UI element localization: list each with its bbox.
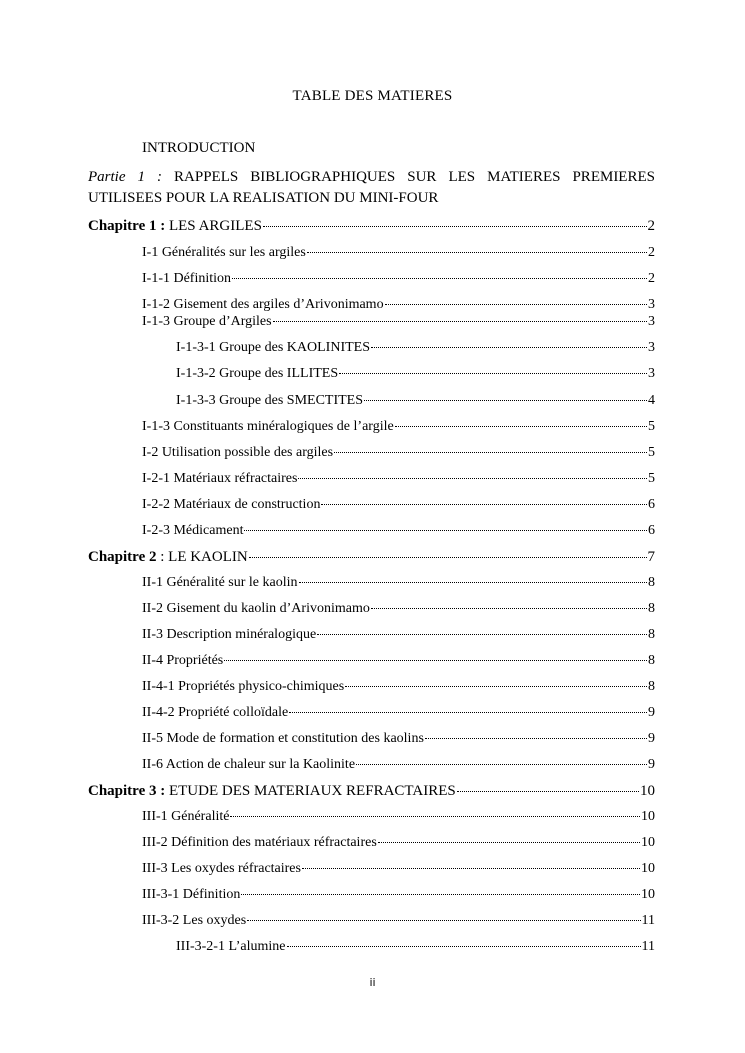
toc-entry bbox=[142, 245, 655, 263]
page-number: 6 bbox=[648, 497, 655, 512]
toc-entry-label: II-3 Description minéralogique bbox=[142, 627, 317, 642]
dot-leader bbox=[249, 556, 647, 558]
toc-entry bbox=[142, 271, 655, 289]
toc-entry-label: I-2-3 Médicament bbox=[142, 523, 244, 538]
toc-entry-label: I-2-1 Matériaux réfractaires bbox=[142, 471, 298, 486]
page-number: 3 bbox=[648, 297, 655, 312]
toc-entry bbox=[176, 340, 655, 358]
page-number: 4 bbox=[648, 393, 655, 408]
chapter-prefix: Chapitre 1 : bbox=[88, 218, 166, 234]
toc-entry-label: I-1-3 Groupe d’Argiles bbox=[142, 314, 272, 329]
toc-entry-label: I-2-2 Matériaux de construction bbox=[142, 497, 321, 512]
toc-entry bbox=[142, 601, 655, 619]
dot-leader bbox=[302, 867, 640, 869]
dot-leader bbox=[230, 815, 640, 817]
page-number: 8 bbox=[648, 575, 655, 590]
toc-entry-label: II-5 Mode de formation et constitution des kaolins bbox=[142, 731, 424, 746]
toc-entry bbox=[142, 523, 655, 541]
chapter-title: LES ARGILES bbox=[165, 218, 262, 234]
dot-leader bbox=[371, 607, 647, 609]
toc-entry bbox=[142, 731, 655, 749]
toc-entry bbox=[142, 653, 655, 671]
toc-entry-label: I-2 Utilisation possible des argiles bbox=[142, 445, 334, 460]
dot-leader bbox=[345, 685, 647, 687]
dot-leader bbox=[287, 945, 641, 947]
toc-entry bbox=[142, 575, 655, 593]
page-number: 8 bbox=[648, 679, 655, 694]
page-number: 11 bbox=[641, 939, 655, 954]
dot-leader bbox=[232, 277, 647, 279]
toc-entry bbox=[142, 705, 655, 723]
toc-entry-label: III-3-2 Les oxydes bbox=[142, 913, 247, 928]
toc-entry-label: III-2 Définition des matériaux réfractaires bbox=[142, 835, 377, 850]
partie-title-line2: UTILISEES POUR LA REALISATION DU MINI-FOUR bbox=[88, 190, 439, 206]
page-footer-number: ii bbox=[369, 976, 376, 989]
dot-leader bbox=[364, 399, 647, 401]
toc-entry-label: II-1 Généralité sur le kaolin bbox=[142, 575, 298, 590]
toc-entry bbox=[142, 445, 655, 463]
dot-leader bbox=[298, 477, 647, 479]
dot-leader bbox=[395, 425, 647, 427]
toc-entry-label: I-1-3-2 Groupe des ILLITES bbox=[176, 366, 339, 381]
page-number: 2 bbox=[648, 245, 655, 260]
toc-entry-chapitre-3 bbox=[88, 783, 655, 801]
toc-entry-label: I-1-3-3 Groupe des SMECTITES bbox=[176, 393, 364, 408]
toc-entry bbox=[142, 497, 655, 515]
toc-entry-label: I-1 Généralités sur les argiles bbox=[142, 245, 306, 260]
toc-entry-label: III-3-2-1 L’alumine bbox=[176, 939, 286, 954]
toc-entry-label bbox=[88, 549, 248, 566]
toc-entry-label: II-4-1 Propriétés physico-chimiques bbox=[142, 679, 345, 694]
toc-entry bbox=[142, 314, 655, 332]
dot-leader bbox=[321, 503, 647, 505]
chapter-title: : LE KAOLIN bbox=[156, 549, 248, 565]
dot-leader bbox=[317, 633, 647, 635]
toc-entry-label bbox=[88, 218, 262, 235]
chapter-prefix: Chapitre 2 bbox=[88, 549, 157, 565]
toc-entry-chapitre-2 bbox=[88, 549, 655, 567]
page-number: 7 bbox=[647, 549, 655, 565]
partie-title-line1: RAPPELS BIBLIOGRAPHIQUES SUR LES MATIERES PREMIERES bbox=[174, 169, 655, 185]
page-number: 6 bbox=[648, 523, 655, 538]
toc-entry-label: I-1-3-1 Groupe des KAOLINITES bbox=[176, 340, 371, 355]
page-number: 2 bbox=[647, 218, 655, 234]
page-number: 5 bbox=[648, 471, 655, 486]
page-number: 2 bbox=[648, 271, 655, 286]
toc-entry bbox=[176, 393, 655, 411]
dot-leader bbox=[356, 763, 647, 765]
dot-leader bbox=[334, 451, 647, 453]
toc-entry bbox=[142, 757, 655, 775]
toc-entry-label: I-1-3 Constituants minéralogiques de l’argile bbox=[142, 419, 394, 434]
dot-leader bbox=[339, 372, 647, 374]
dot-leader bbox=[371, 346, 647, 348]
dot-leader bbox=[224, 659, 647, 661]
dot-leader bbox=[385, 303, 647, 305]
dot-leader bbox=[247, 919, 640, 921]
toc-entry-label: II-2 Gisement du kaolin d’Arivonimamo bbox=[142, 601, 370, 616]
chapter-prefix: Chapitre 3 : bbox=[88, 783, 166, 799]
page-number: 9 bbox=[648, 705, 655, 720]
toc-entry bbox=[142, 679, 655, 697]
toc-entry bbox=[142, 297, 655, 315]
dot-leader bbox=[244, 529, 647, 531]
dot-leader bbox=[241, 893, 640, 895]
page-number: 8 bbox=[648, 653, 655, 668]
page-number: 3 bbox=[648, 340, 655, 355]
toc-entry bbox=[142, 861, 655, 879]
toc-introduction: INTRODUCTION bbox=[142, 140, 256, 156]
page-number: 3 bbox=[648, 366, 655, 381]
dot-leader bbox=[378, 841, 640, 843]
page-number: 10 bbox=[641, 887, 655, 902]
page-number: 10 bbox=[641, 861, 655, 876]
toc-entry bbox=[176, 939, 655, 957]
page-number: 5 bbox=[648, 419, 655, 434]
page-number: 9 bbox=[648, 757, 655, 772]
page-number: 11 bbox=[641, 913, 655, 928]
dot-leader bbox=[307, 251, 647, 253]
partie-label: Partie 1 : bbox=[88, 169, 163, 185]
dot-leader bbox=[273, 320, 647, 322]
toc-entry-label: III-3 Les oxydes réfractaires bbox=[142, 861, 301, 876]
page-number: 10 bbox=[641, 835, 655, 850]
toc-entry bbox=[142, 471, 655, 489]
toc-entry-label: III-1 Généralité bbox=[142, 809, 230, 824]
page-number: 9 bbox=[648, 731, 655, 746]
toc-entry-label: I-1-2 Gisement des argiles d’Arivonimamo bbox=[142, 297, 384, 312]
toc-entry-label: II-4-2 Propriété colloïdale bbox=[142, 705, 289, 720]
toc-entry bbox=[142, 627, 655, 645]
chapter-title: ETUDE DES MATERIAUX REFRACTAIRES bbox=[165, 783, 456, 799]
dot-leader bbox=[425, 737, 647, 739]
page-number: 3 bbox=[648, 314, 655, 329]
toc-entry-label bbox=[88, 783, 456, 800]
toc-entry bbox=[142, 887, 655, 905]
page-number: 10 bbox=[641, 809, 655, 824]
toc-entry bbox=[142, 809, 655, 827]
dot-leader bbox=[299, 581, 648, 583]
page-number: 10 bbox=[640, 783, 655, 799]
toc-entry bbox=[142, 835, 655, 853]
dot-leader bbox=[289, 711, 647, 713]
page-number: 5 bbox=[648, 445, 655, 460]
toc-entry-label: II-4 Propriétés bbox=[142, 653, 224, 668]
toc-entry-label: I-1-1 Définition bbox=[142, 271, 232, 286]
partie-heading bbox=[88, 165, 655, 190]
toc-entry-label: III-3-1 Définition bbox=[142, 887, 241, 902]
dot-leader bbox=[457, 790, 639, 792]
toc-entry bbox=[176, 366, 655, 384]
toc-entry bbox=[142, 419, 655, 437]
page-number: 8 bbox=[648, 601, 655, 616]
toc-entry-chapitre-1 bbox=[88, 218, 655, 236]
toc-entry-label: II-6 Action de chaleur sur la Kaolinite bbox=[142, 757, 356, 772]
toc-title: TABLE DES MATIERES bbox=[292, 88, 453, 104]
toc-entry bbox=[142, 913, 655, 931]
dot-leader bbox=[263, 225, 647, 227]
page-number: 8 bbox=[648, 627, 655, 642]
